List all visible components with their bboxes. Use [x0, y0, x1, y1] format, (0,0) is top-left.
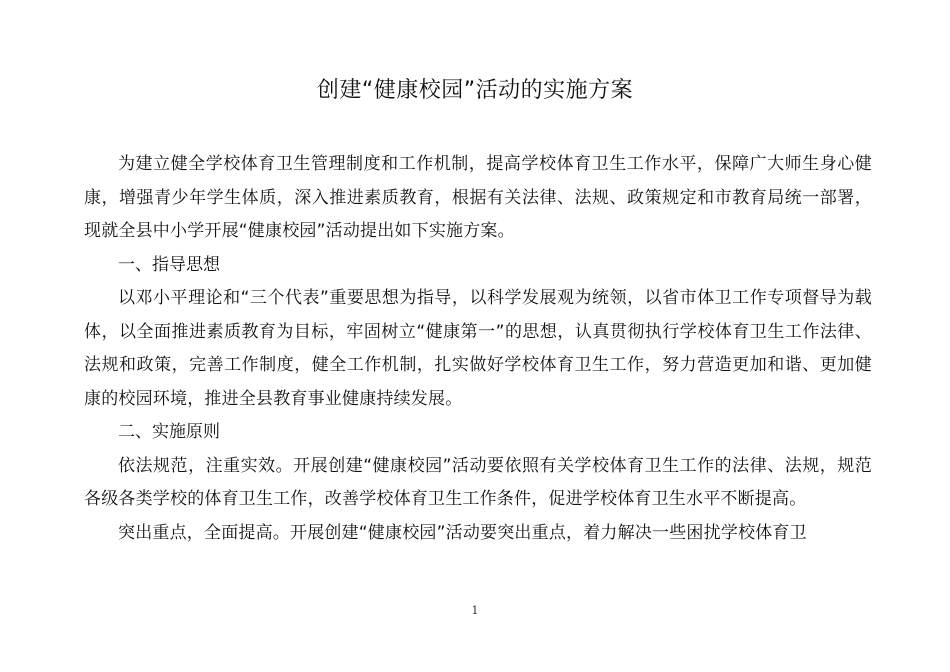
principle-paragraph-law: 依法规范，注重实效。开展创建“健康校园”活动要依照有关学校体育卫生工作的法律、法规，规范各级各类学校的体育卫生工作，改善学校体育卫生工作条件，促进学校体育卫生水平不断提高。 [84, 455, 872, 509]
section-heading-principles: 二、实施原则 [118, 422, 220, 442]
guiding-ideology-paragraph: 以邓小平理论和“三个代表”重要思想为指导，以科学发展观为统领，以省市体卫工作专项督导为载体，以全面推进素质教育为目标，牢固树立“健康第一”的思想，认真贯彻执行学校体育卫生工作法律、法规和政策，完善工作制度，健全工作机制，扎实做好学校体育卫生工作，努力营造更加和谐、更加健康的校园环境，推进全县教育事业健康持续发展。 [84, 288, 872, 409]
page-number: 1 [471, 604, 479, 617]
document-title: 创建“健康校园”活动的实施方案 [316, 78, 634, 103]
intro-paragraph: 为建立健全学校体育卫生管理制度和工作机制，提高学校体育卫生工作水平，保障广大师生身心健康，增强青少年学生体质，深入推进素质教育，根据有关法律、法规、政策规定和市教育局统一部署，现就全县中小学开展“健康校园”活动提出如下实施方案。 [84, 154, 872, 241]
document-body [84, 148, 872, 550]
section-heading-guiding-ideology: 一、指导思想 [118, 254, 220, 275]
principle-paragraph-focus: 突出重点，全面提高。开展创建“健康校园”活动要突出重点，着力解决一些困扰学校体育卫 [118, 522, 807, 543]
